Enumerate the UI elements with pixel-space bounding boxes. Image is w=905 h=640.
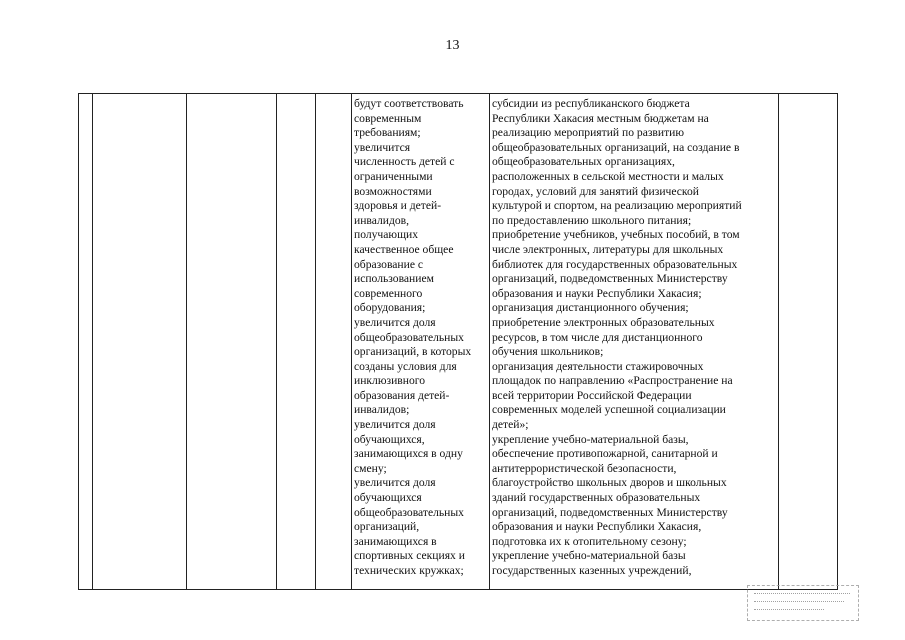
text-line: современного [354,286,423,300]
text-line: общеобразовательных [354,330,464,344]
text-line: организация дистанционного обучения; [492,301,689,315]
registration-stamp [747,585,859,621]
text-line: образования детей- [354,388,450,402]
text-line: общеобразовательных [354,505,464,519]
text-line: детей»; [492,418,529,432]
table-cell-measures [490,94,779,590]
text-line: увеличится [354,140,411,154]
text-line: будут соответствовать [354,97,464,110]
text-line: организаций, в которых [354,345,472,359]
table-cell-end [316,94,352,590]
text-line: качественное общее [354,242,454,256]
text-line: организация деятельности стажировочных [492,359,704,373]
text-line: обучающихся [354,491,422,505]
table-cell-name [93,94,187,590]
text-line: инвалидов, [354,213,410,227]
text-line: ресурсов, в том числе для дистанционного [492,330,703,344]
table-cell-expected-results [352,94,490,590]
text-line: приобретение учебников, учебных пособий, в том [492,228,740,242]
text-line: приобретение электронных образовательных [492,315,715,329]
text-line: инвалидов; [354,403,410,417]
text-line: организаций, подведомственных Министерству [492,272,728,286]
text-line: возможностями [354,184,432,198]
text-line: Республики Хакасия местным бюджетам на [492,111,709,125]
table-cell-start [277,94,316,590]
text-line: культурой и спортом, на реализацию мероприятий [492,199,742,213]
measures-text [490,94,778,579]
expected-results-text [352,94,489,579]
text-line: субсидии из республиканского бюджета [492,97,690,110]
program-table [78,93,838,590]
text-line: городах, условий для занятий физической [492,184,699,198]
text-line: требованиям; [354,126,421,140]
text-line: обучающихся, [354,432,425,446]
text-line: смену; [354,461,387,475]
text-line: обучения школьников; [492,345,604,359]
text-line: зданий государственных образовательных [492,491,701,505]
table-cell-number [79,94,93,590]
table-row [79,94,838,590]
text-line: антитеррористической безопасности, [492,461,677,475]
text-line: подготовка их к отопительному сезону; [492,534,687,548]
text-line: укрепление учебно-материальной базы [492,549,686,563]
text-line: по предоставлению школьного питания; [492,213,692,227]
text-line: технических кружках; [354,564,464,577]
page-number: 13 [445,38,460,53]
text-line: здоровья и детей- [354,199,442,213]
text-line: обеспечение противопожарной, санитарной и [492,447,718,461]
text-line: увеличится доля [354,315,436,329]
text-line: ограниченными [354,169,433,183]
text-line: общеобразовательных организаций, на создание в [492,140,740,154]
text-line: образование с [354,257,424,271]
text-line: укрепление учебно-материальной базы, [492,432,689,446]
text-line: числе электронных, литературы для школьных [492,242,724,256]
text-line: занимающихся в одну [354,447,463,461]
text-line: инклюзивного [354,374,426,388]
text-line: получающих [354,228,418,242]
text-line: современных моделей успешной социализации [492,403,726,417]
table-cell-executor [187,94,277,590]
text-line: благоустройство школьных дворов и школьных [492,476,727,490]
text-line: организаций, подведомственных Министерству [492,505,728,519]
text-line: занимающихся в [354,534,437,548]
text-line: образования и науки Республики Хакасия; [492,286,702,300]
table-cell-notes [779,94,838,590]
text-line: государственных казенных учреждений, [492,564,692,577]
text-line: увеличится доля [354,418,436,432]
text-line: спортивных секциях и [354,549,465,563]
text-line: библиотек для государственных образовательных [492,257,738,271]
text-line: всей территории Российской Федерации [492,388,692,402]
text-line: площадок по направлению «Распространение на [492,374,733,388]
text-line: созданы условия для [354,359,457,373]
text-line: организаций, [354,520,420,534]
text-line: оборудования; [354,301,426,315]
text-line: численность детей с [354,155,455,169]
text-line: увеличится доля [354,476,436,490]
text-line: расположенных в сельской местности и малых [492,169,724,183]
text-line: образования и науки Республики Хакасия, [492,520,702,534]
text-line: использованием [354,272,434,286]
text-line: общеобразовательных организациях, [492,155,675,169]
text-line: реализацию мероприятий по развитию [492,126,685,140]
text-line: современным [354,111,422,125]
